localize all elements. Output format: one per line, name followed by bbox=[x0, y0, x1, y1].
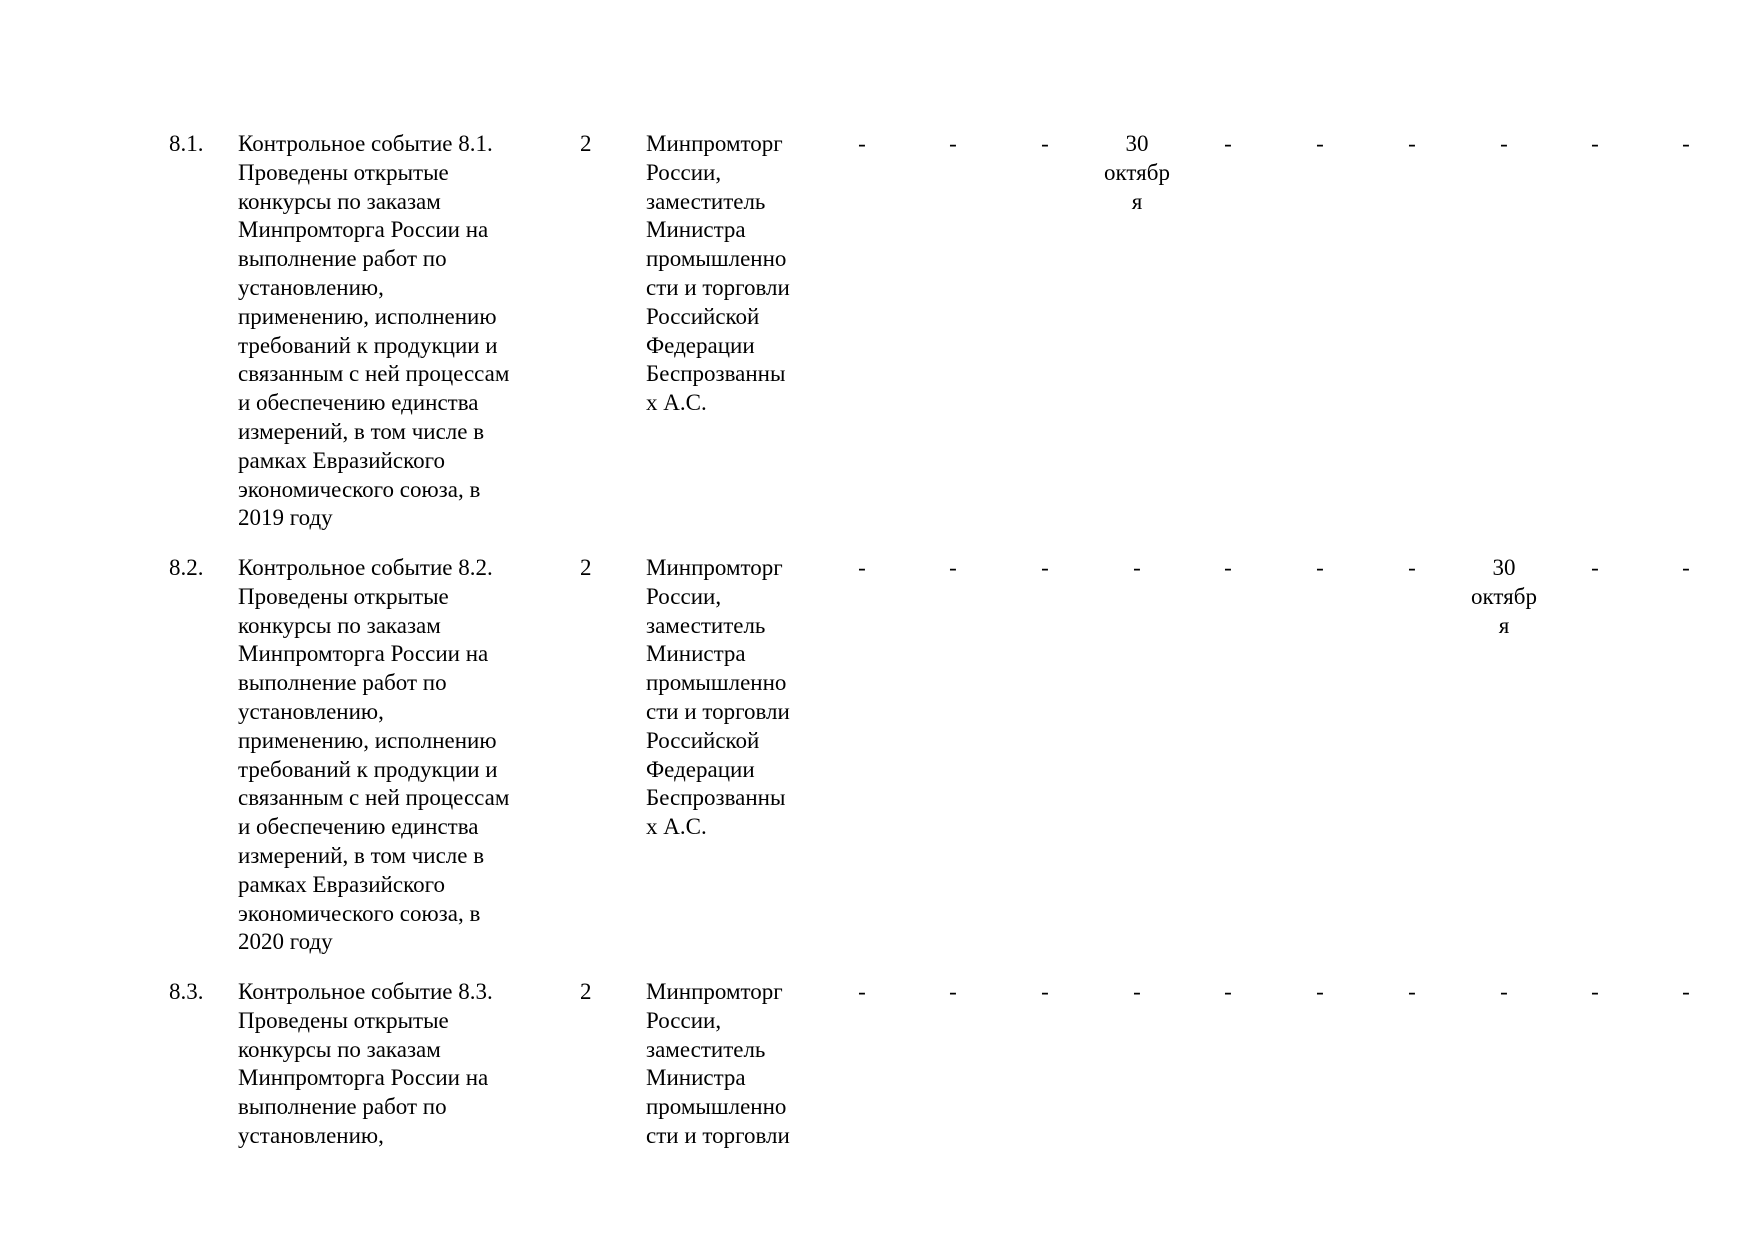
quarter-cell: - bbox=[1682, 131, 1690, 156]
quarter-cell: - bbox=[1133, 979, 1141, 1004]
event-description: Контрольное событие 8.3. Проведены открытые конкурсы по заказам Минпромторга России на выполнение работ по установлению, bbox=[238, 979, 493, 1148]
quarter-cell: - bbox=[1408, 979, 1416, 1004]
quarter-cell: - bbox=[1041, 131, 1049, 156]
quarter-cell: - bbox=[1591, 979, 1599, 1004]
quarter-cell: - bbox=[1224, 979, 1232, 1004]
row-number: 8.2. bbox=[169, 555, 204, 580]
quarter-cell: - bbox=[1408, 131, 1416, 156]
quarter-cell: - bbox=[1224, 555, 1232, 580]
quarter-cell: - bbox=[1133, 555, 1141, 580]
quarter-cell: - bbox=[1224, 131, 1232, 156]
quarter-cell: - bbox=[858, 979, 866, 1004]
quarter-cell: - bbox=[1041, 555, 1049, 580]
quarter-cell: 30 октябр я bbox=[1104, 131, 1170, 214]
quarter-cell: - bbox=[858, 131, 866, 156]
quarter-cell: - bbox=[1682, 979, 1690, 1004]
event-description: Контрольное событие 8.1. Проведены открытые конкурсы по заказам Минпромторга России на выполнение работ по установлению, применению, исполнению требований к продукции и связанным с ней процессам и обеспечению единства измерений, в том числе в рамках Евразийского экономического союза, в 2019 году bbox=[238, 131, 510, 531]
quarter-cell: - bbox=[1591, 131, 1599, 156]
group-number: 2 bbox=[580, 555, 592, 580]
row-number: 8.3. bbox=[169, 979, 204, 1004]
quarter-cell: - bbox=[1041, 979, 1049, 1004]
quarter-cell: - bbox=[1408, 555, 1416, 580]
group-number: 2 bbox=[580, 131, 592, 156]
responsible-executor: Минпромторг России, заместитель Министра промышленно сти и торговли bbox=[646, 979, 790, 1148]
quarter-cell: 30 октябр я bbox=[1471, 555, 1537, 638]
quarter-cell: - bbox=[949, 555, 957, 580]
quarter-cell: - bbox=[949, 979, 957, 1004]
quarter-cell: - bbox=[1682, 555, 1690, 580]
responsible-executor: Минпромторг России, заместитель Министра промышленно сти и торговли Российской Федерации Беспрозванны х А.С. bbox=[646, 131, 790, 416]
quarter-cell: - bbox=[1316, 555, 1324, 580]
quarter-cell: - bbox=[1500, 131, 1508, 156]
row-number: 8.1. bbox=[169, 131, 204, 156]
quarter-cell: - bbox=[858, 555, 866, 580]
quarter-cell: - bbox=[1316, 979, 1324, 1004]
group-number: 2 bbox=[580, 979, 592, 1004]
quarter-cell: - bbox=[1591, 555, 1599, 580]
quarter-cell: - bbox=[1500, 979, 1508, 1004]
quarter-cell: - bbox=[949, 131, 957, 156]
responsible-executor: Минпромторг России, заместитель Министра промышленно сти и торговли Российской Федерации Беспрозванны х А.С. bbox=[646, 555, 790, 840]
quarter-cell: - bbox=[1316, 131, 1324, 156]
event-description: Контрольное событие 8.2. Проведены открытые конкурсы по заказам Минпромторга России на выполнение работ по установлению, применению, исполнению требований к продукции и связанным с ней процессам и обеспечению единства измерений, в том числе в рамках Евразийского экономического союза, в 2020 году bbox=[238, 555, 510, 955]
